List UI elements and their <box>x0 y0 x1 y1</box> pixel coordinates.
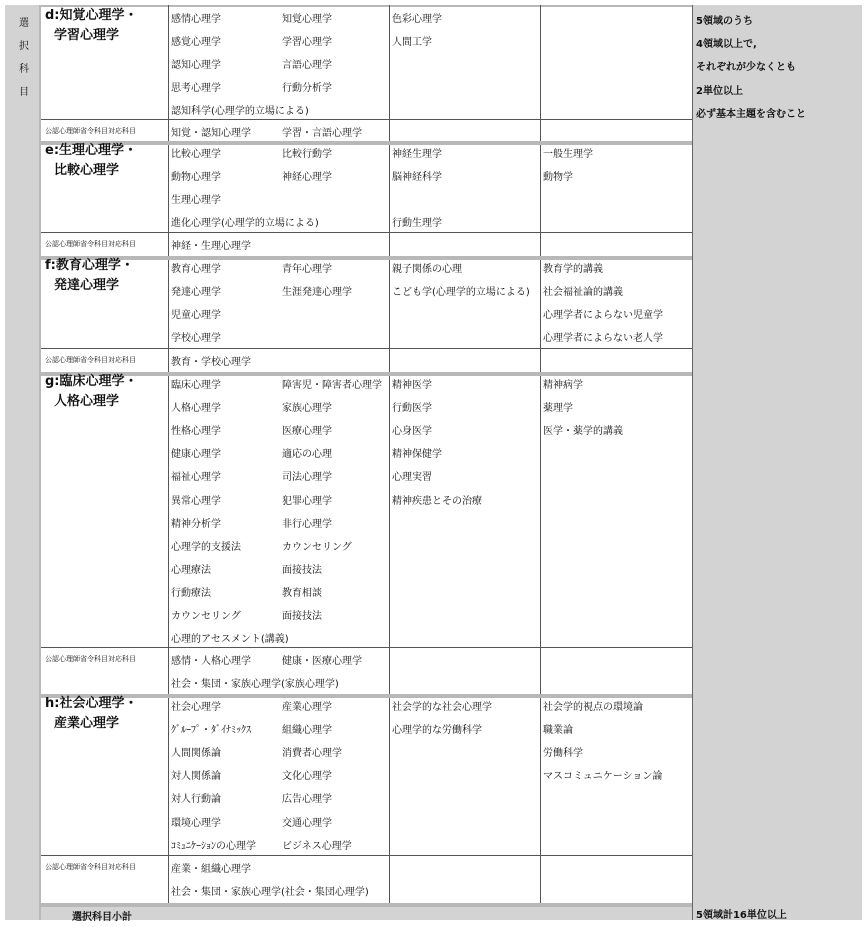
related-subject: 心身医学 <box>392 426 432 438</box>
subject-item: 感情心理学 <box>171 14 221 25</box>
subject-item: 医療心理学 <box>282 426 332 438</box>
subject-item: 非行心理学 <box>282 518 332 530</box>
subject-item: 犯罪心理学 <box>282 495 332 507</box>
subject-item: 発達心理学 <box>171 287 221 299</box>
side-column <box>5 5 41 920</box>
taiou-subject: 社会・集団・家族心理学(社会・集団心理学) <box>171 887 369 899</box>
other-subject: 医学・薬学的講義 <box>543 426 623 438</box>
taiou-label: 公認心理師省令科目対応科目 <box>45 655 136 663</box>
subject-item: 障害児・障害者心理学 <box>282 380 382 391</box>
taiou-subject: 学習・言語心理学 <box>282 128 362 139</box>
subject-item: 言語心理学 <box>282 60 332 72</box>
other-subject: 社会福祉論的講義 <box>543 287 623 299</box>
other-subject: 心理学者によらない児童学 <box>543 310 663 322</box>
section-title-line2: 産業心理学 <box>54 716 120 731</box>
related-subject: 精神保健学 <box>392 449 442 461</box>
taiou-label: 公認心理師省令科目対応科目 <box>45 240 136 248</box>
subject-item: ｸﾞﾙｰﾌﾟ・ﾀﾞｲﾅﾐｯｸｽ <box>171 725 251 737</box>
requirements-column <box>692 5 862 920</box>
subject-item: 思考心理学 <box>171 83 221 95</box>
requirement-line: 4領域以上で, <box>696 39 757 51</box>
subject-item: 異常心理学 <box>171 495 221 507</box>
subject-item: 文化心理学 <box>282 771 332 783</box>
other-subject: 労働科学 <box>543 748 583 760</box>
section-title-line2: 発達心理学 <box>54 278 120 293</box>
related-subject: 神経生理学 <box>392 149 442 160</box>
subject-item: 精神分析学 <box>171 518 221 530</box>
subject-item: 教育心理学 <box>171 264 221 275</box>
related-subject: 精神疾患とその治療 <box>392 495 482 507</box>
subject-item: 比較行動学 <box>282 149 332 160</box>
subject-item: 心理的アセスメント(講義) <box>171 634 289 646</box>
taiou-label: 公認心理師省令科目対応科目 <box>45 127 136 135</box>
related-subject: 心理学的な労働科学 <box>392 725 482 737</box>
subject-item: 認知心理学 <box>171 60 221 72</box>
taiou-divider <box>41 232 692 233</box>
taiou-label: 公認心理師省令科目対応科目 <box>45 356 136 364</box>
other-subject: 精神病学 <box>543 380 583 391</box>
other-subject: 職業論 <box>543 725 573 737</box>
taiou-subject: 神経・生理心理学 <box>171 241 251 252</box>
other-subject: 社会学的視点の環境論 <box>543 702 643 713</box>
section-title-line1: g:臨床心理学・ <box>45 374 138 389</box>
section-title-line2: 比較心理学 <box>54 163 120 178</box>
taiou-label: 公認心理師省令科目対応科目 <box>45 863 136 871</box>
other-subject: 教育学的講義 <box>543 264 603 275</box>
subject-item: 産業心理学 <box>282 702 332 713</box>
subject-item: 家族心理学 <box>282 403 332 415</box>
section-title-line2: 学習心理学 <box>54 28 120 43</box>
subject-item: 健康心理学 <box>171 449 221 461</box>
subject-item: 進化心理学(心理学的立場による) <box>171 218 319 230</box>
requirement-line: 5領域のうち <box>696 16 753 27</box>
subject-item: 広告心理学 <box>282 794 332 806</box>
related-subject: 行動生理学 <box>392 218 442 230</box>
subject-item: 交通心理学 <box>282 817 332 829</box>
related-subject: 人間工学 <box>392 37 432 49</box>
subject-item: 児童心理学 <box>171 310 221 322</box>
subject-item: 臨床心理学 <box>171 380 221 391</box>
subject-item: 動物心理学 <box>171 172 221 184</box>
related-subject: 精神医学 <box>392 380 432 391</box>
side-char: 選 <box>19 18 29 29</box>
subject-item: ビジネス心理学 <box>282 840 352 852</box>
subject-item: 人格心理学 <box>171 403 221 415</box>
subject-item: 行動療法 <box>171 587 211 599</box>
subject-item: 組織心理学 <box>282 725 332 737</box>
related-subject: 親子関係の心理 <box>392 264 462 275</box>
subject-item: 消費者心理学 <box>282 748 342 760</box>
taiou-subject: 教育・学校心理学 <box>171 357 251 368</box>
subject-item: 人間関係論 <box>171 748 221 760</box>
taiou-divider <box>41 855 692 856</box>
related-subject: 色彩心理学 <box>392 14 442 25</box>
section-title-line1: f:教育心理学・ <box>45 258 134 273</box>
other-subject: マスコミュニケーション論 <box>543 771 663 783</box>
subject-item: 認知科学(心理学的立場による) <box>171 106 309 118</box>
section-divider <box>41 141 692 145</box>
side-char: 目 <box>19 87 29 98</box>
subject-item: 学校心理学 <box>171 333 221 345</box>
subject-item: 青年心理学 <box>282 264 332 275</box>
subject-item: 生涯発達心理学 <box>282 287 352 299</box>
side-label <box>18 12 30 104</box>
other-subject: 一般生理学 <box>543 149 593 160</box>
subject-item: 学習心理学 <box>282 37 332 49</box>
related-subject: 行動医学 <box>392 403 432 415</box>
related-subject: こども学(心理学的立場による) <box>392 287 530 299</box>
subject-item: 司法心理学 <box>282 472 332 484</box>
requirement-line: 必ず基本主題を含むこと <box>696 108 806 120</box>
subject-item: 性格心理学 <box>171 426 221 438</box>
subject-item: 心理学的支援法 <box>171 541 241 553</box>
requirement-line: それぞれが少なくとも <box>696 62 796 74</box>
taiou-divider <box>41 348 692 349</box>
section-title-line1: h:社会心理学・ <box>45 696 138 711</box>
taiou-subject: 産業・組織心理学 <box>171 864 251 875</box>
subject-item: 教育相談 <box>282 587 322 599</box>
subject-item: 面接技法 <box>282 564 322 576</box>
taiou-subject: 社会・集団・家族心理学(家族心理学) <box>171 679 339 691</box>
side-char: 科 <box>19 64 29 75</box>
subject-item: 環境心理学 <box>171 817 221 829</box>
subject-item: 面接技法 <box>282 611 322 622</box>
subject-item: カウンセリング <box>171 611 241 622</box>
subject-item: 比較心理学 <box>171 149 221 160</box>
taiou-subject: 知覚・認知心理学 <box>171 128 251 139</box>
other-subject: 動物学 <box>543 172 573 184</box>
subject-item: 対人行動論 <box>171 794 221 806</box>
subtotal-label: 選択科目小計 <box>72 912 132 923</box>
taiou-divider <box>41 647 692 648</box>
related-subject: 脳神経科学 <box>392 172 442 184</box>
subtotal-row <box>41 906 692 920</box>
related-subject: 社会学的な社会心理学 <box>392 702 492 713</box>
subject-item: 知覚心理学 <box>282 14 332 25</box>
section-title-line2: 人格心理学 <box>54 394 120 409</box>
subject-item: 行動分析学 <box>282 83 332 95</box>
subtotal-requirement: 5領域計16単位以上 <box>696 910 787 921</box>
taiou-subject: 健康・医療心理学 <box>282 656 362 667</box>
section-divider <box>41 903 692 907</box>
side-char: 択 <box>19 41 29 52</box>
subject-item: 社会心理学 <box>171 702 221 713</box>
requirements-note <box>696 10 806 126</box>
subject-item: 感覚心理学 <box>171 37 221 49</box>
taiou-divider <box>41 119 692 120</box>
subject-item: 心理療法 <box>171 564 211 576</box>
subject-item: 生理心理学 <box>171 195 221 207</box>
subject-item: 神経心理学 <box>282 172 332 184</box>
subject-item: カウンセリング <box>282 541 352 553</box>
other-subject: 心理学者によらない老人学 <box>543 333 663 345</box>
related-subject: 心理実習 <box>392 472 432 484</box>
taiou-subject: 感情・人格心理学 <box>171 656 251 667</box>
subject-item: ｺﾐｭﾆｹｰｼｮﾝの心理学 <box>171 840 256 852</box>
other-subject: 薬理学 <box>543 403 573 415</box>
requirement-line: 2単位以上 <box>696 85 743 97</box>
section-title-line1: e:生理心理学・ <box>45 143 138 158</box>
section-title-line1: d:知覚心理学・ <box>45 8 138 23</box>
subject-item: 適応の心理 <box>282 449 332 461</box>
subject-item: 対人関係論 <box>171 771 221 783</box>
subject-item: 福祉心理学 <box>171 472 221 484</box>
